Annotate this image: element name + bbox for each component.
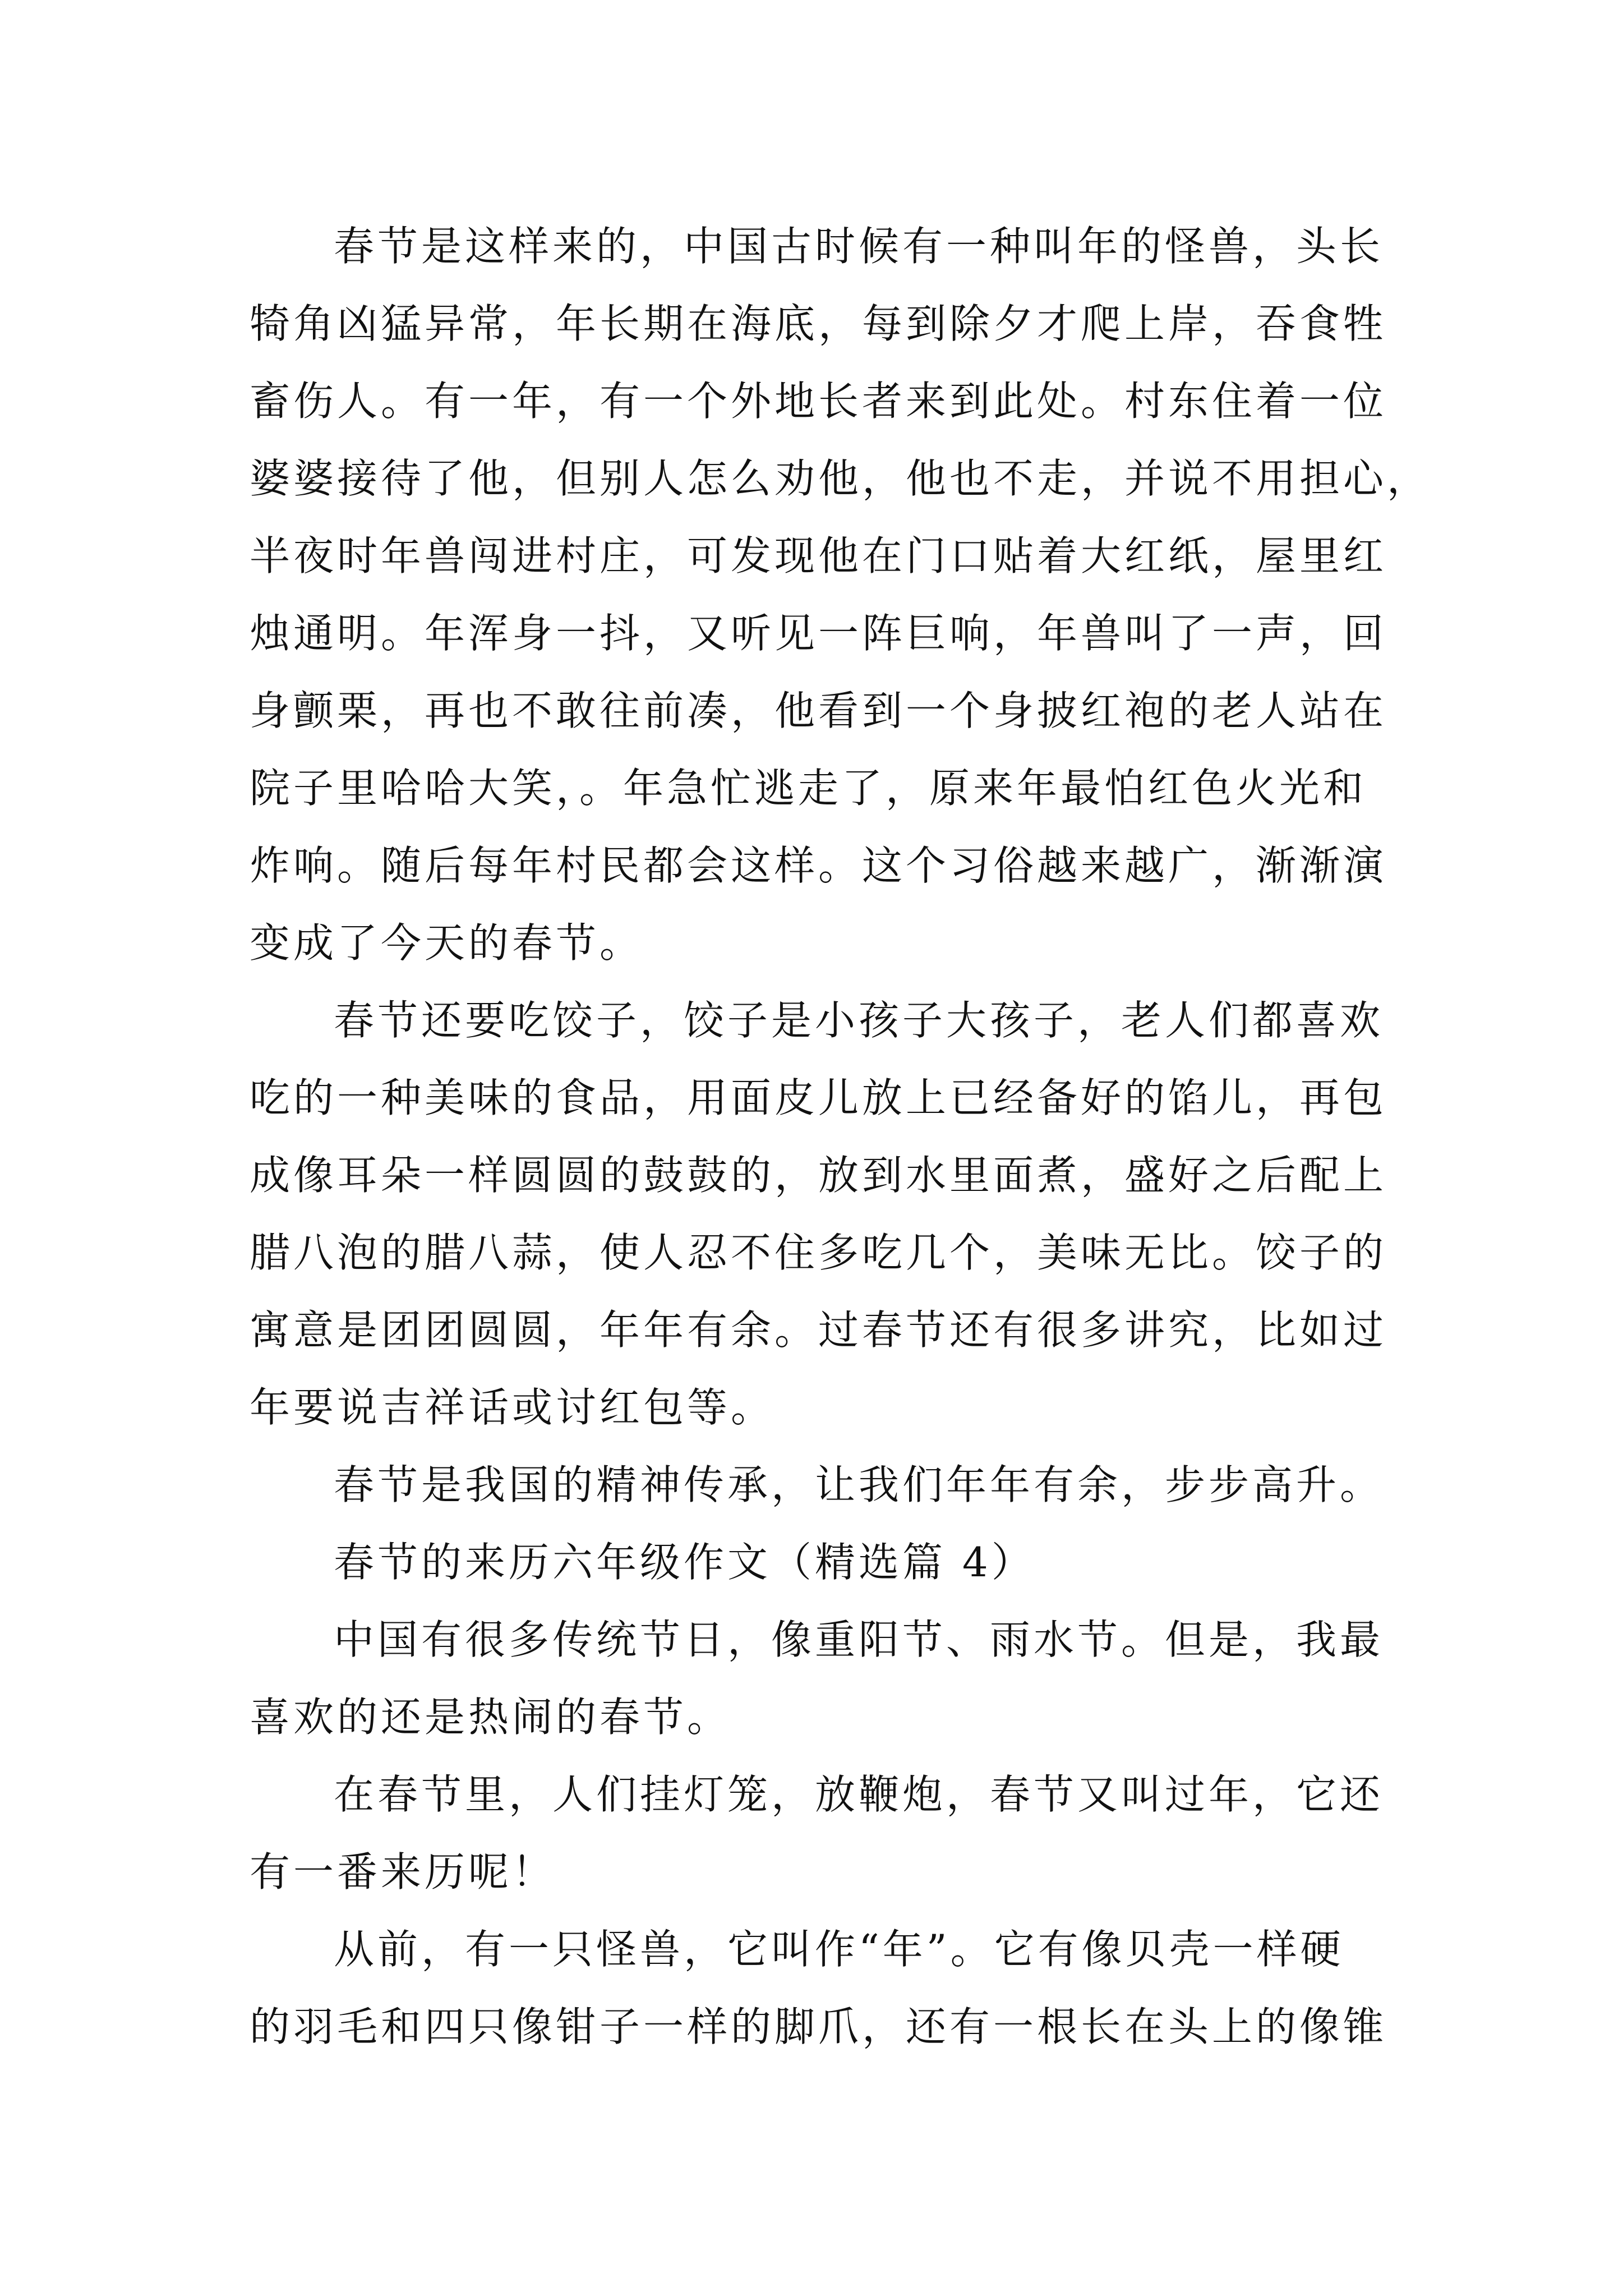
paragraph-1-line-3: 畜伤人。有一年，有一个外地长者来到此处。村东住着一位 xyxy=(250,378,1387,425)
paragraph-1-line-9: 炸响。随后每年村民都会这样。这个习俗越来越广，渐渐演 xyxy=(250,842,1387,889)
paragraph-2-line-5: 寓意是团团圆圆，年年有余。过春节还有很多讲究，比如过 xyxy=(250,1306,1387,1354)
paragraph-6-line-2: 的羽毛和四只像钳子一样的脚爪，还有一根长在头上的像锥 xyxy=(250,2003,1387,2050)
paragraph-2-line-1: 春节还要吃饺子，饺子是小孩子大孩子，老人们都喜欢 xyxy=(334,997,1384,1044)
paragraph-2-line-4: 腊八泡的腊八蒜，使人忍不住多吃几个，美味无比。饺子的 xyxy=(250,1229,1387,1276)
paragraph-1-line-1: 春节是这样来的，中国古时候有一种叫年的怪兽，头长 xyxy=(334,223,1384,270)
paragraph-1-line-6: 烛通明。年浑身一抖，又听见一阵巨响，年兽叫了一声，回 xyxy=(250,610,1387,657)
paragraph-2-line-2: 吃的一种美味的食品，用面皮儿放上已经备好的馅儿，再包 xyxy=(250,1074,1387,1121)
section-heading: 春节的来历六年级作文（精选篇 4） xyxy=(334,1539,1035,1586)
paragraph-1-line-7: 身颤栗，再也不敢往前凑，他看到一个身披红袍的老人站在 xyxy=(250,687,1387,734)
paragraph-1-line-10: 变成了今天的春节。 xyxy=(250,919,644,967)
paragraph-1-line-2: 犄角凶猛异常，年长期在海底，每到除夕才爬上岸，吞食牲 xyxy=(250,300,1387,347)
paragraph-6-line-1: 从前，有一只怪兽，它叫作“年”。它有像贝壳一样硬 xyxy=(334,1926,1344,1973)
paragraph-1-line-8: 院子里哈哈大笑，。年急忙逃走了，原来年最怕红色火光和 xyxy=(250,765,1367,812)
paragraph-5-line-2: 有一番来历呢！ xyxy=(250,1848,556,1895)
paragraph-2-line-6: 年要说吉祥话或讨红包等。 xyxy=(250,1384,775,1431)
paragraph-3-line-1: 春节是我国的精神传承，让我们年年有余，步步高升。 xyxy=(334,1461,1384,1508)
paragraph-4-line-2: 喜欢的还是热闹的春节。 xyxy=(250,1694,731,1741)
document-body xyxy=(250,208,1431,2065)
paragraph-1-line-4: 婆婆接待了他，但别人怎么劝他，他也不走，并说不用担心， xyxy=(250,455,1431,502)
paragraph-1-line-5: 半夜时年兽闯进村庄，可发现他在门口贴着大红纸，屋里红 xyxy=(250,532,1387,579)
paragraph-5-line-1: 在春节里，人们挂灯笼，放鞭炮，春节又叫过年，它还 xyxy=(334,1771,1384,1818)
paragraph-2-line-3: 成像耳朵一样圆圆的鼓鼓的，放到水里面煮，盛好之后配上 xyxy=(250,1152,1387,1199)
paragraph-4-line-1: 中国有很多传统节日，像重阳节、雨水节。但是，我最 xyxy=(334,1616,1384,1663)
